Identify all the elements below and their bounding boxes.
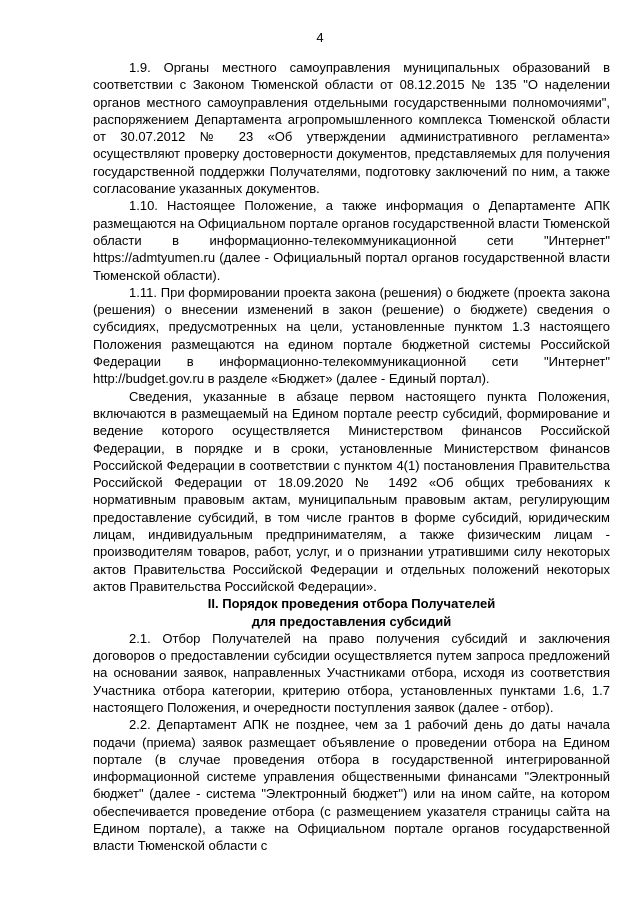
- paragraph-2-1: 2.1. Отбор Получателей на право получения субсидий и заключения договоров о предоставлении субсидии осуществляется путем запроса предложений на основании заявок, направленных Участниками отбора, исходя из соответствия Участника отбора категории, критерию отбора, установленных пунктами 1.6, 1.7 настоящего Положения, и очередности поступления заявок (далее - отбор).: [93, 630, 610, 715]
- paragraph-2-2: 2.2. Департамент АПК не позднее, чем за 1 рабочий день до даты начала подачи (приема) заявок размещает объявление о проведении отбора на Едином портале (в случае проведения отбора в государственной интегрированной информационной системе управления общественными финансами "Электронный бюджет" (далее - система "Электронный бюджет") или на ином сайте, на котором обеспечивается проведение отбора (с размещением указателя страницы сайта на Едином портале), а также на Официальном портале органов государственной власти Тюменской области с: [93, 717, 610, 854]
- paragraph-registry-info: Сведения, указанные в абзаце первом настоящего пункта Положения, включаются в размещаемый на Едином портале реестр субсидий, формирование и ведение которого осуществляется Министерством финансов Российской Федерации, в порядке и в сроки, установленные Министерством финансов Российской Федерации в соответствии с пунктом 4(1) постановления Правительства Российской Федерации от 18.09.2020 № 1492 «Об общих требованиях к нормативным правовым актам, муниципальным правовым актам, регулирующим предоставление субсидий, в том числе грантов в форме субсидий, юридическим лицам, индивидуальным предпринимателям, а также физическим лицам - производителям товаров, работ, услуг, и о признании утратившими силу некоторых актов Правительства Российской Федерации и отдельных положений некоторых актов Правительства Российской Федерации».: [93, 388, 610, 594]
- paragraph-1-9: 1.9. Органы местного самоуправления муниципальных образований в соответствии с Законом Тюменской области от 08.12.2015 № 135 "О наделении органов местного самоуправления отдельными государственными полномочиями", распоряжением Департамента агропромышленного комплекса Тюменской области от 30.07.2012 № 23 «Об утверждении административного регламента» осуществляют проверку достоверности документов, представляемых для получения государственной поддержки Получателями, подготовку заключений по ним, а также согласование указанных документов.: [93, 60, 610, 197]
- section-heading-line-2: для предоставления субсидий: [251, 613, 452, 629]
- section-heading-line-1: II. Порядок проведения отбора Получателей: [207, 596, 496, 612]
- paragraph-1-10: 1.10. Настоящее Положение, а также информация о Департаменте АПК размещаются на Официальном портале органов государственной власти Тюменской области в информационно-телекоммуникационной сети "Интернет" https://admtyumen.ru (далее - Официальный портал органов государственной власти Тюменской области).: [93, 198, 610, 283]
- paragraph-1-11: 1.11. При формировании проекта закона (решения) о бюджете (проекта закона (решения) о внесении изменений в закон (решение) о бюджете) сведения о субсидиях, предусмотренных на цели, установленные пунктом 1.3 настоящего Положения размещаются на едином портале бюджетной системы Российской Федерации в информационно-телекоммуникационной сети "Интернет" http://budget.gov.ru в разделе «Бюджет» (далее - Единый портал).: [93, 284, 610, 387]
- page-number: 4: [316, 30, 324, 45]
- document-body: [93, 59, 610, 855]
